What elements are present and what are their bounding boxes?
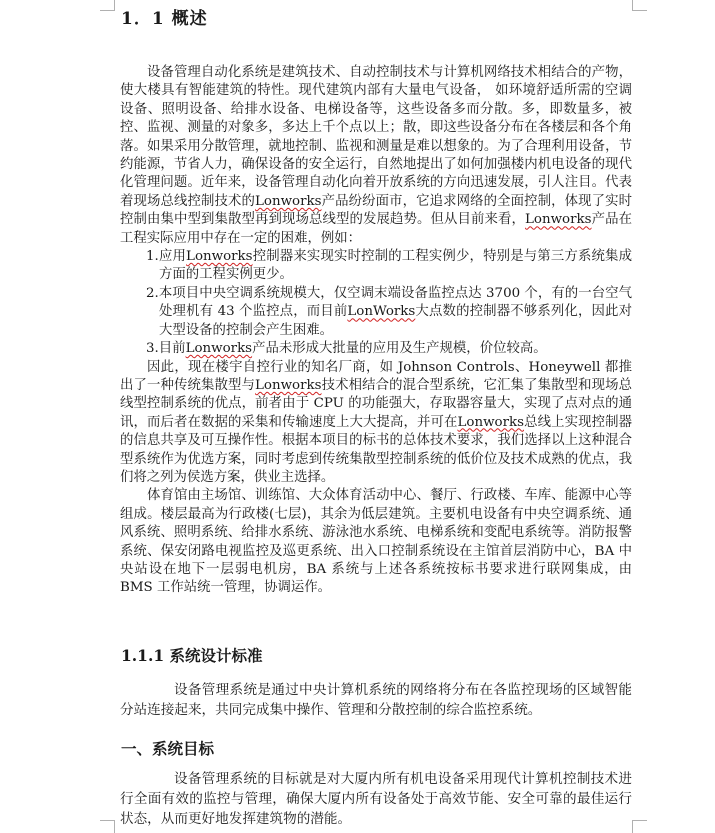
system-goal-body — [120, 769, 632, 829]
list-item-1: 1.应用Lonworks控制器来实现实时控制的工程实例少，特别是与第三方系统集成方面的工程实例更少。 — [146, 249, 632, 283]
paragraph-system-goal: 设备管理系统的目标就是对大厦内所有机电设备采用现代计算机控制技术进行全面有效的监控与管理，确保大厦内所有设备处于高效节能、安全可靠的最佳运行状态，从而更好地发挥建筑物的潜能。 — [120, 771, 632, 827]
section-heading-overview: 1．1 概述 — [121, 9, 208, 29]
section-heading-design-standard: 1.1.1 系统设计标准 — [121, 646, 263, 665]
paragraph-intro: 设备管理自动化系统是建筑技术、自动控制技术与计算机网络技术相结合的产物，使大楼具有智能建筑的特性。现代建筑内部有大量电气设备， 如环境舒适所需的空调设备、照明设备、给排水设备、电梯设备等，这些设备多而分散。多，即数量多，被控、监视、测量的对象多，多达上千个点以上；散，即这些设备分布在各楼层和各个角落。如果采用分散管理，就地控制、监视和测量是难以想象的。为了合理利用设备，节约能源，节省人力，确保设备的安全运行，自然地提出了如何加强楼内机电设备的现代化管理问题。近年来，设备管理自动化向着开放系统的方向迅速发展，引人注目。代表着现场总线控制技术的Lonworks产品纷纷面市，它追求网络的全面控制，体现了实时控制由集中型到集散型再到现场总线型的发展趋势。但从目前来看，Lonworks产品在工程实际应用中存在一定的困难，例如： — [120, 65, 632, 246]
list-item-2: 2.本项目中央空调系统规模大，仅空调末端设备监控点达 3700 个，有的一台空气处理机有 43 个监控点，而目前LonWorks大点数的控制器不够系列化，因此对大型设备的控制会产生困难。 — [146, 285, 632, 338]
margin-mark-top-left — [100, 0, 115, 11]
paragraph-hybrid-system: 因此，现在楼宇自控行业的知名厂商，如 Johnson Controls、Honeywell 都推出了一种传统集散型与Lonworks技术相结合的混合型系统，它汇集了集散型和现场总线型控制系统的优点，前者由于 CPU 的功能强大，存取器容量大，实现了点对点的通讯，而后者在数据的采集和传输速度上大大提高，并可在Lonworks总线上实现控制器的信息共享及可互操作性。根据本项目的标书的总体技术要求，我们选择以上这种混合型系统作为优选方案，同时考虑到传统集散型控制系统的低价位及技术成熟的优点，我们将之列为侯选方案，供业主选择。 — [120, 359, 632, 485]
margin-mark-bottom-right — [632, 820, 647, 833]
paragraph-stadium: 体育馆由主场馆、训练馆、大众体育活动中心、餐厅、行政楼、车库、能源中心等组成。楼层最高为行政楼(七层)，其余为低层建筑。主要机电设备有中央空调系统、通风系统、照明系统、给排水系统、游泳池水系统、电梯系统和变配电系统等。消防报警系统、保安闭路电视监控及巡更系统、出入口控制系统设在主馆首层消防中心，BA 中央站设在地下一层弱电机房，BA 系统与上述各系统按标书要求进行联网集成，由 BMS 工作站统一管理，协调运作。 — [120, 488, 632, 596]
margin-mark-top-right — [632, 0, 647, 11]
margin-mark-bottom-left — [100, 820, 115, 833]
list-item-3: 3.目前Lonworks产品未形成大批量的应用及生产规模，价位较高。 — [146, 341, 547, 357]
design-standard-body — [120, 680, 632, 720]
overview-body — [120, 64, 632, 598]
paragraph-design-standard: 设备管理系统是通过中央计算机系统的网络将分布在各监控现场的区域智能分站连接起来，共同完成集中操作、管理和分散控制的综合监控系统。 — [120, 682, 632, 718]
section-heading-system-goal: 一、系统目标 — [121, 739, 215, 758]
